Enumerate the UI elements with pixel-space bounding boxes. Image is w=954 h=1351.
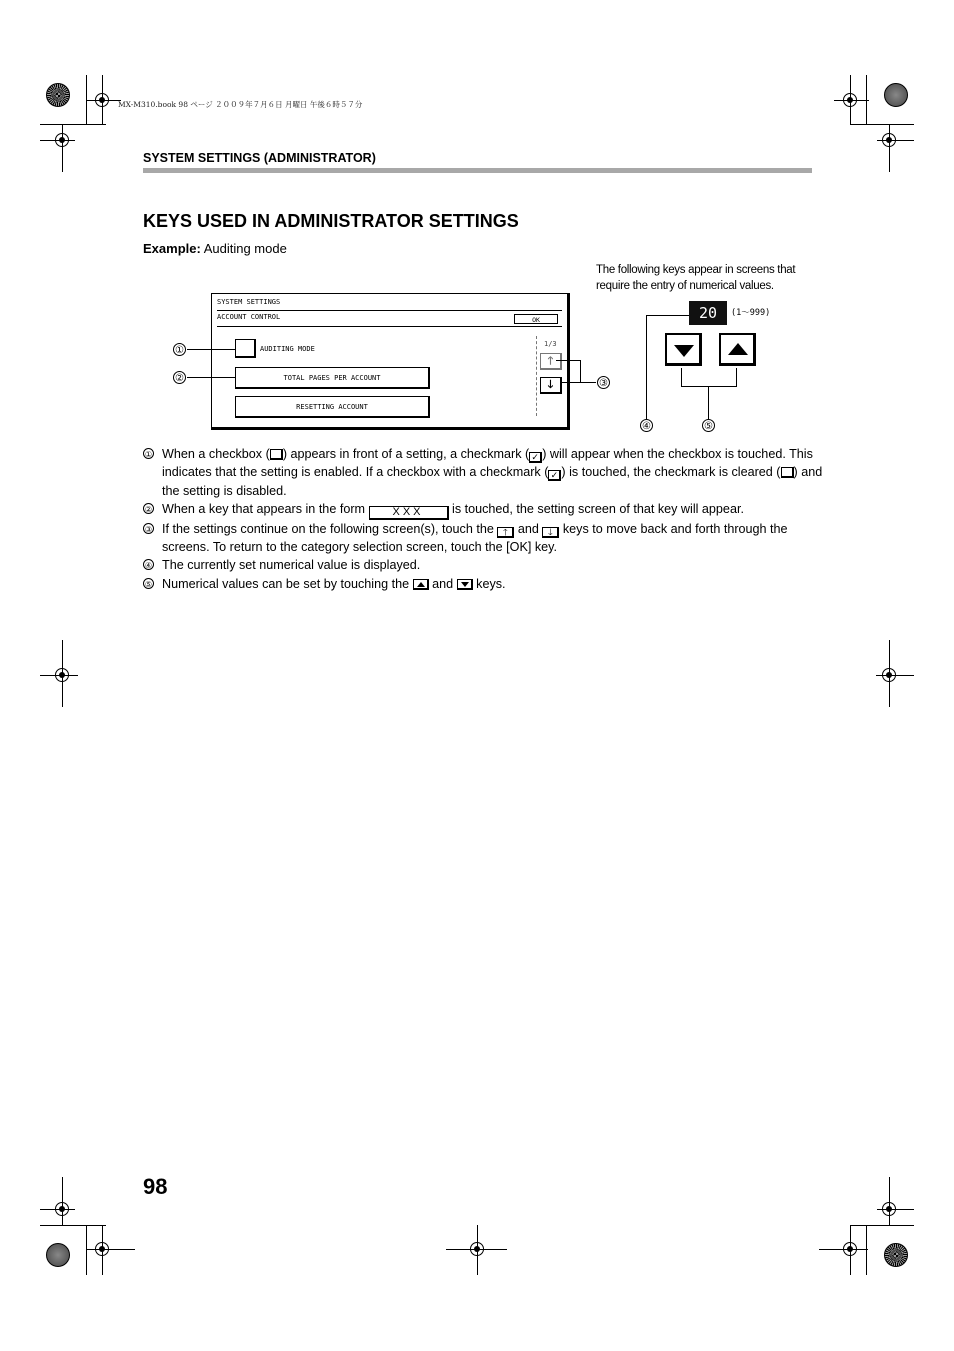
page-indicator: 1/3 — [544, 340, 557, 348]
callout-5: ⑤ — [702, 419, 715, 432]
callout-1: ① — [173, 343, 186, 356]
triangle-down-icon — [457, 579, 473, 590]
checkbox-icon — [781, 467, 794, 478]
total-pages-per-account-key[interactable]: TOTAL PAGES PER ACCOUNT — [235, 367, 430, 389]
note-4: ④ The currently set numerical value is displayed. — [144, 558, 421, 573]
page-title: KEYS USED IN ADMINISTRATOR SETTINGS — [143, 211, 519, 231]
callout-leader — [708, 386, 709, 419]
up-arrow-icon: 🡑 — [497, 527, 514, 538]
down-arrow-icon: 🡓 — [547, 378, 554, 391]
ok-button[interactable]: OK — [514, 314, 558, 324]
screen-title-bar — [217, 298, 562, 311]
example-line — [143, 241, 287, 256]
callout-leader — [681, 386, 737, 387]
down-arrow-icon: 🡓 — [542, 527, 559, 538]
scroll-up-key[interactable] — [540, 353, 562, 370]
screen-divider — [536, 336, 537, 416]
screen-subtitle-bar — [217, 313, 562, 327]
registration-sunburst-icon — [46, 83, 70, 107]
xxx-key-sample: XXX — [369, 506, 449, 520]
increase-key[interactable] — [719, 333, 756, 366]
scroll-down-key[interactable] — [540, 377, 562, 394]
callout-leader — [681, 368, 682, 387]
callout-leader — [580, 360, 581, 382]
registration-sunburst-icon — [884, 1243, 908, 1267]
checkmark-icon: ✓ — [529, 452, 542, 463]
screen-subtitle: ACCOUNT CONTROL — [217, 313, 281, 321]
callout-2: ② — [173, 371, 186, 384]
note-5: ⑤ Numerical values can be set by touching the and keys. — [144, 576, 506, 591]
callout-leader — [646, 315, 689, 316]
side-note: The following keys appear in screens that require the entry of numerical values. — [596, 264, 796, 292]
triangle-up-icon — [413, 579, 429, 590]
callout-leader — [187, 349, 235, 350]
checkbox-icon — [270, 449, 283, 460]
screen-illustration — [211, 293, 570, 430]
note-number: ② — [144, 504, 153, 514]
callout-leader — [646, 315, 647, 419]
screen-title: SYSTEM SETTINGS — [217, 298, 281, 306]
callout-leader — [187, 377, 235, 378]
note-number: ③ — [144, 524, 153, 534]
registration-disc-icon — [884, 83, 908, 107]
header-rule — [143, 168, 812, 173]
section-header: SYSTEM SETTINGS (ADMINISTRATOR) — [143, 151, 376, 165]
registration-disc-icon — [46, 1243, 70, 1267]
auditing-mode-label: AUDITING MODE — [260, 345, 315, 353]
numeric-range: (1～999) — [731, 308, 771, 318]
note-number: ④ — [144, 561, 153, 571]
numeric-display: 20 — [689, 301, 727, 325]
page-number: 98 — [143, 1174, 168, 1199]
example-text: Auditing mode — [203, 241, 287, 256]
resetting-account-key[interactable]: RESETTING ACCOUNT — [235, 396, 430, 418]
callout-3: ③ — [597, 376, 610, 389]
note-number: ① — [144, 450, 153, 459]
callout-leader — [560, 382, 596, 383]
triangle-up-icon — [728, 343, 748, 355]
callout-leader — [556, 360, 580, 361]
decrease-key[interactable] — [665, 333, 702, 366]
callout-4: ④ — [640, 419, 653, 432]
triangle-down-icon — [674, 345, 694, 357]
note-3: ③ If the settings continue on the following screen(s), touch the 🡑 and 🡓 keys to move back and forth through the screens. To return to the category selection screen, touch the [OK] key. — [144, 521, 788, 555]
note-1: ① When a checkbox ( ) appears in front of a setting, a checkmark ( ✓ ) will appear when the checkbox is touched. This indicates that the setting is enabled. If a checkbox with a checkmark ( ✓ ) is touched, the checkmark is cleared ( ) and the setting is disabled. — [144, 447, 823, 498]
print-header: MX-M310.book 98 ページ ２００９年７月６日 月曜日 午後６時５７分 — [118, 100, 363, 109]
auditing-mode-checkbox[interactable] — [235, 339, 256, 358]
notes-list — [143, 445, 823, 593]
example-label: Example: — [143, 241, 201, 256]
note-2: ② When a key that appears in the form XXX is touched, the setting screen of that key will appear. — [144, 501, 744, 518]
note-number: ⑤ — [144, 579, 153, 589]
callout-leader — [736, 368, 737, 387]
checkmark-icon: ✓ — [548, 470, 561, 481]
up-arrow-icon: 🡑 — [547, 354, 554, 367]
